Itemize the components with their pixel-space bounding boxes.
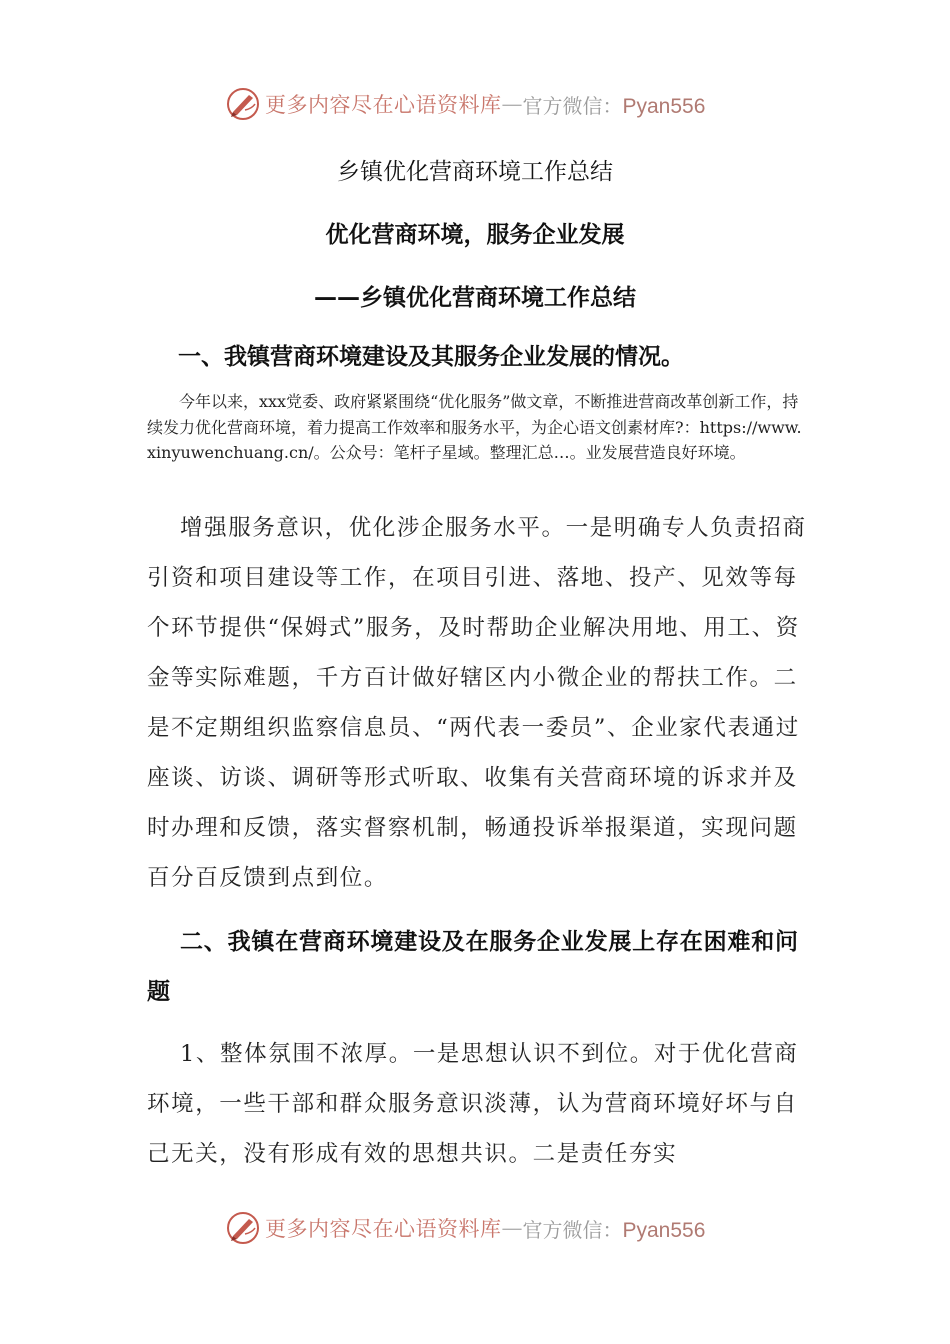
watermark-contact-label: 官方微信： <box>522 1217 623 1242</box>
document-subtitle: 优化营商环境，服务企业发展 <box>325 222 625 248</box>
watermark-banner-bottom <box>225 1208 725 1248</box>
paragraph-intro: 今年以来，xxx党委、政府紧紧围绕“优化服务”做文章，不断推进营商改革创新工作，持续发力优化营商环境，着力提高工作效率和服务水平，为企心语文创素材库?：https://www.xinyuwenchuang.cn/。公众号：笔杆子星域。整理汇总…。业发展营造良好环境。 <box>147 392 802 462</box>
watermark-contact <box>523 90 706 119</box>
watermark-banner-top <box>225 84 725 124</box>
section-1-heading: 一、我镇营商环境建设及其服务企业发展的情况。 <box>178 344 684 370</box>
page-title: 乡镇优化营商环境工作总结 <box>337 159 613 185</box>
watermark-separator: — <box>501 92 523 116</box>
watermark-contact-id: Pyan556 <box>622 1218 706 1242</box>
watermark-contact <box>523 1214 706 1243</box>
pen-logo-icon <box>225 86 261 122</box>
watermark-separator: — <box>501 1216 523 1240</box>
section-2-heading: 二、我镇在营商环境建设及在服务企业发展上存在困难和问题 <box>147 929 799 1005</box>
watermark-contact-label: 官方微信： <box>522 93 623 118</box>
watermark-contact-id: Pyan556 <box>622 94 706 118</box>
paragraph-service: 增强服务意识，优化涉企服务水平。一是明确专人负责招商引资和项目建设等工作，在项目引进、落地、投产、见效等每个环节提供“保姆式”服务，及时帮助企业解决用地、用工、资金等实际难题，千方百计做好辖区内小微企业的帮扶工作。二是不定期组织监察信息员、“两代表一委员”、企业家代表通过座谈、访谈、调研等形式听取、收集有关营商环境的诉求并及时办理和反馈，落实督察机制，畅通投诉举报渠道，实现问题百分百反馈到点到位。 <box>147 515 807 891</box>
document-subtitle-2: ——乡镇优化营商环境工作总结 <box>314 285 636 311</box>
watermark-brand: 更多内容尽在心语资料库 <box>265 93 502 117</box>
watermark-brand: 更多内容尽在心语资料库 <box>265 1217 502 1241</box>
pen-logo-icon <box>225 1210 261 1246</box>
paragraph-problems: 1、整体氛围不浓厚。一是思想认识不到位。对于优化营商环境，一些干部和群众服务意识淡薄，认为营商环境好坏与自己无关，没有形成有效的思想共识。二是责任夯实 <box>147 1041 799 1167</box>
